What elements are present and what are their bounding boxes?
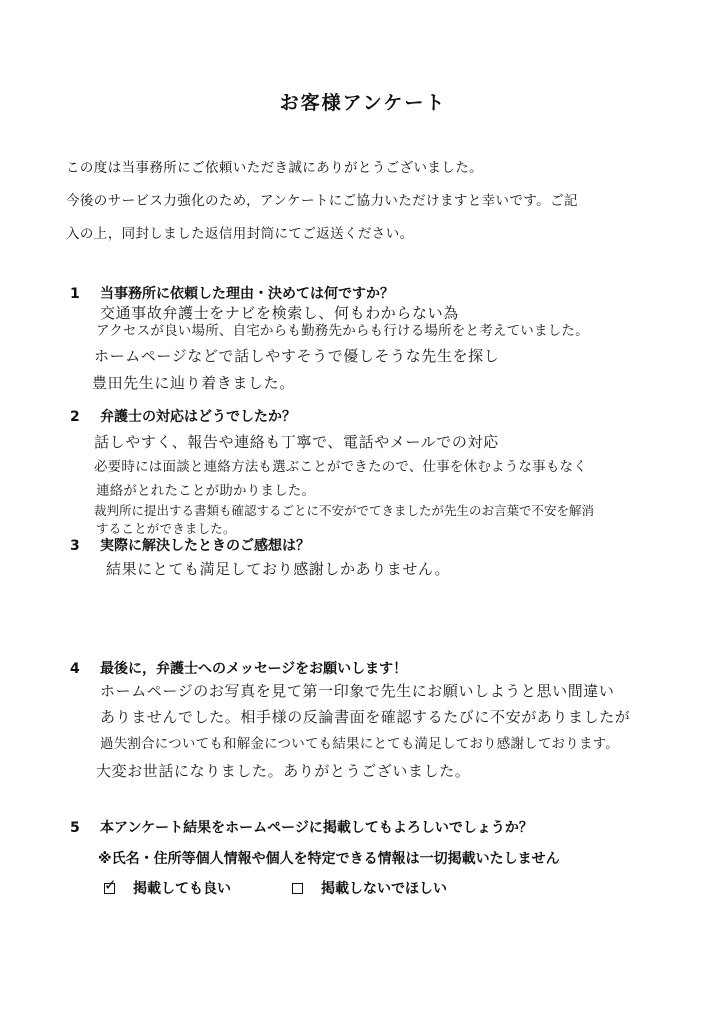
answer-4-line-2: ありませんでした。相手様の反論書面を確認するたびに不安がありましたが bbox=[100, 708, 631, 726]
option-publish-ok[interactable] bbox=[104, 875, 231, 898]
question-4 bbox=[70, 658, 407, 678]
question-1-number: 1 bbox=[70, 286, 80, 302]
answer-1-line-4: 豊田先生に辿り着きました。 bbox=[92, 374, 295, 392]
question-3 bbox=[70, 535, 310, 555]
question-5 bbox=[70, 817, 533, 837]
privacy-note: ※氏名・住所等個人情報や個人を特定できる情報は一切掲載いたしません bbox=[98, 851, 560, 867]
option-publish-ok-label: 掲載しても良い bbox=[133, 881, 231, 897]
answer-4-line-1: ホームページのお写真を見て第一印象で先生にお願いしようと思い間違い bbox=[100, 682, 615, 700]
answer-4-line-4: 大変お世話になりました。ありがとうございました。 bbox=[96, 762, 471, 780]
option-publish-no[interactable] bbox=[292, 878, 447, 898]
answer-1-line-2: アクセスが良い場所、自宅からも勤務先からも行ける場所をと考えていました。 bbox=[96, 323, 589, 339]
answer-2-line-5: することができました。 bbox=[96, 521, 236, 536]
page-title: お客様アンケート bbox=[279, 92, 447, 114]
intro-line-1: この度は当事務所にご依頼いただき誠にありがとうございました。 bbox=[66, 160, 483, 176]
question-1-text: 当事務所に依頼した理由・決めては何ですか？ bbox=[100, 286, 394, 302]
answer-1-line-3: ホームページなどで話しやすそうで優しそうな先生を探し bbox=[94, 347, 500, 365]
option-publish-no-label: 掲載しないでほしい bbox=[321, 881, 447, 897]
question-2-number: 2 bbox=[70, 409, 80, 425]
question-3-text: 実際に解決したときのご感想は？ bbox=[100, 538, 310, 554]
answer-2-line-4: 裁判所に提出する書類も確認するごとに不安がでてきましたが先生のお言葉で不安を解消 bbox=[94, 503, 595, 518]
question-2-text: 弁護士の対応はどうでしたか？ bbox=[100, 409, 296, 425]
answer-4-line-3: 過失割合についても和解金についても結果にとても満足しており感謝しております。 bbox=[100, 736, 619, 752]
checkbox-publish-no[interactable] bbox=[292, 883, 303, 894]
question-4-number: 4 bbox=[70, 661, 80, 677]
answer-2-line-2: 必要時には面談と連絡方法も選ぶことができたので、仕事を休むような事もなく bbox=[94, 459, 587, 475]
question-1 bbox=[70, 283, 394, 303]
answer-3-line-1: 結果にとても満足しており感謝しかありません。 bbox=[106, 560, 451, 578]
question-4-text: 最後に，弁護士へのメッセージをお願いします！ bbox=[100, 661, 408, 677]
answer-2-line-3: 連絡がとれたことが助かりました。 bbox=[96, 483, 316, 499]
question-2 bbox=[70, 406, 296, 426]
intro-line-3: 入の上，同封しました返信用封筒にてご返送ください。 bbox=[66, 226, 414, 242]
answer-2-line-1: 話しやすく、報告や連絡も丁寧で、電話やメールでの対応 bbox=[94, 433, 499, 451]
intro-line-2: 今後のサービス力強化のため，アンケートにご協力いただけますと幸いです。ご記 bbox=[66, 193, 578, 209]
checkbox-publish-ok[interactable] bbox=[104, 875, 117, 894]
question-5-text: 本アンケート結果をホームページに掲載してもよろしいでしょうか？ bbox=[100, 820, 533, 836]
checkmark-icon: ✓ bbox=[104, 875, 117, 894]
answer-1-line-1: 交通事故弁護士をナビを検索し、何もわからない為 bbox=[100, 304, 459, 322]
question-5-number: 5 bbox=[70, 820, 80, 836]
question-3-number: 3 bbox=[70, 538, 80, 554]
